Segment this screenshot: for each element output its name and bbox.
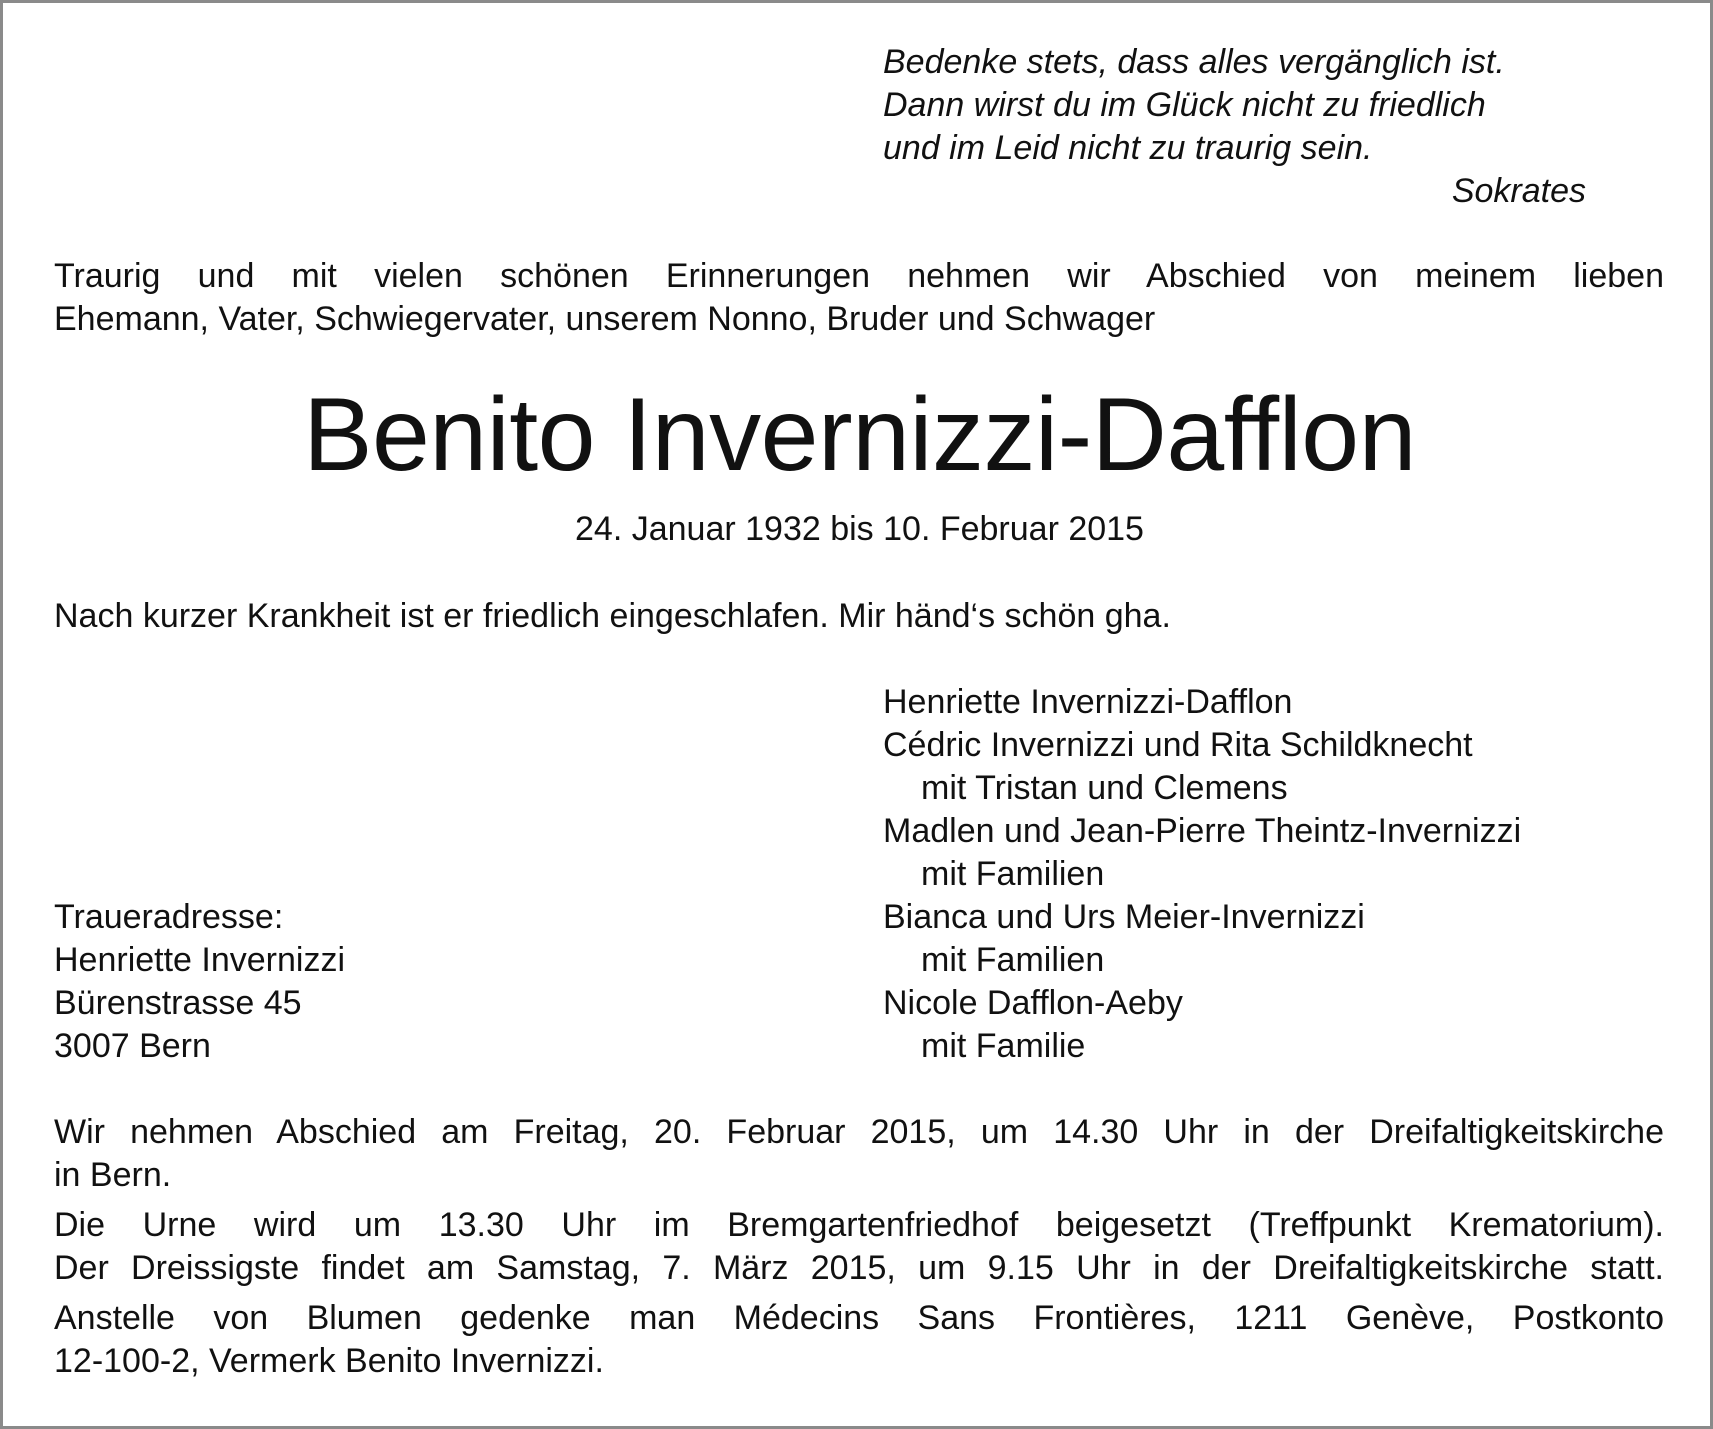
intro-line: Traurig und mit vielen schönen Erinnerungen nehmen wir Abschied von meinem lieben: [54, 257, 1664, 295]
address-city: 3007 Bern: [54, 1027, 211, 1065]
family-member: Madlen und Jean-Pierre Theintz-Invernizzi: [883, 812, 1522, 850]
donation-line: 12-100-2, Vermerk Benito Invernizzi.: [54, 1342, 604, 1380]
urn-line: Die Urne wird um 13.30 Uhr im Bremgartenfriedhof beigesetzt (Treffpunkt Krematorium).: [54, 1206, 1664, 1244]
family-member: Nicole Dafflon-Aeby: [883, 984, 1183, 1022]
donation-line: Anstelle von Blumen gedenke man Médecins Sans Frontières, 1211 Genève, Postkonto: [54, 1299, 1664, 1337]
address-label: Traueradresse:: [54, 898, 284, 936]
family-member-sub: mit Tristan und Clemens: [921, 769, 1288, 807]
quote-line: und im Leid nicht zu traurig sein.: [883, 129, 1373, 167]
family-member: Bianca und Urs Meier-Invernizzi: [883, 898, 1365, 936]
quote-author: Sokrates: [1451, 172, 1586, 210]
donation-notice: [54, 1297, 1664, 1383]
deceased-name: Benito Invernizzi-Dafflon: [303, 377, 1416, 493]
family-list: [883, 681, 1521, 1068]
family-member-sub: mit Familien: [921, 855, 1105, 893]
quote-block: [883, 41, 1588, 213]
urn-line: Der Dreissigste findet am Samstag, 7. März 2015, um 9.15 Uhr in der Dreifaltigkeitskirche statt.: [54, 1249, 1664, 1287]
farewell-line: Wir nehmen Abschied am Freitag, 20. Februar 2015, um 14.30 Uhr in der Dreifaltigkeitskirche: [54, 1113, 1664, 1151]
notices-block: [54, 1111, 1664, 1390]
intro-line: Ehemann, Vater, Schwiegervater, unserem Nonno, Bruder und Schwager: [54, 300, 1156, 338]
family-member-sub: mit Familien: [921, 941, 1105, 979]
intro-paragraph: [54, 255, 1664, 341]
quote-line: Bedenke stets, dass alles vergänglich ist.: [883, 43, 1505, 81]
passing-text: Nach kurzer Krankheit ist er friedlich eingeschlafen. Mir händ‘s schön gha.: [54, 597, 1171, 635]
family-member: Henriette Invernizzi-Dafflon: [883, 683, 1293, 721]
family-member-sub: mit Familie: [921, 1027, 1086, 1065]
farewell-line: in Bern.: [54, 1156, 172, 1194]
life-dates: 24. Januar 1932 bis 10. Februar 2015: [575, 510, 1144, 548]
address-street: Bürenstrasse 45: [54, 984, 302, 1022]
urn-notice: [54, 1204, 1664, 1290]
farewell-notice: [54, 1111, 1664, 1197]
quote-line: Dann wirst du im Glück nicht zu friedlich: [883, 86, 1486, 124]
family-member: Cédric Invernizzi und Rita Schildknecht: [883, 726, 1473, 764]
address-name: Henriette Invernizzi: [54, 941, 346, 979]
mourning-address: [54, 896, 345, 1068]
